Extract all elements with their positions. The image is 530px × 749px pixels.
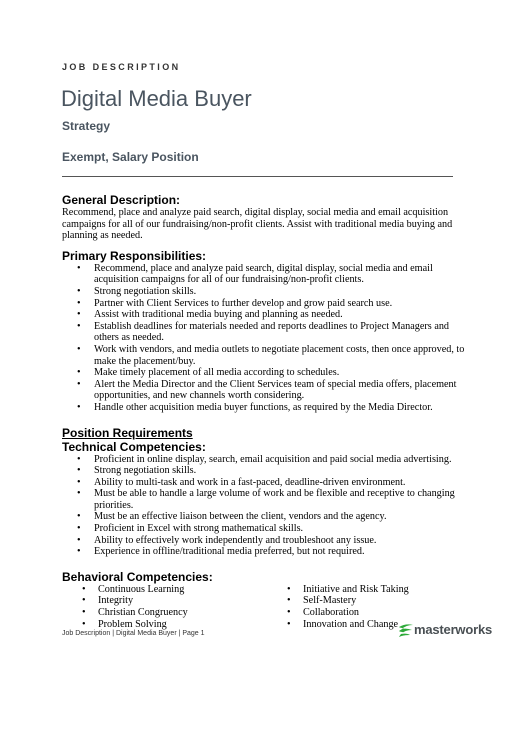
bullet-icon: • (287, 595, 291, 607)
general-description-text: Recommend, place and analyze paid search, digital display, social media and email acquisition campaigns for all of our fundraising/non-profit clients. Assist with traditional media buying and planning as needed. (62, 207, 453, 242)
behavioral-competencies-heading: Behavioral Competencies: (62, 569, 213, 584)
list-item: • Partner with Client Services to further develop and grow paid search use. (77, 297, 393, 309)
list-item: • Strong negotiation skills. (77, 285, 197, 297)
list-item: • Integrity (82, 595, 134, 607)
bullet-icon: • (287, 607, 291, 619)
page-footer: Job Description | Digital Media Buyer | Page 1 (62, 630, 205, 637)
bullet-icon: • (77, 476, 81, 488)
list-item: • Collaboration (287, 607, 360, 619)
technical-competencies-list (62, 454, 472, 558)
bullet-icon: • (77, 453, 81, 465)
general-description-heading: General Description: (62, 193, 181, 207)
list-item: • Make timely placement of all media according to schedules. (77, 367, 340, 379)
list-item: • Must be able to handle a large volume of work and be flexible and receptive to changing priorities. (77, 488, 455, 511)
position-requirements-heading: Position Requirements (62, 425, 193, 440)
technical-competencies-heading: Technical Competencies: (62, 439, 206, 454)
list-item: • Ability to effectively work independently and troubleshoot any issue. (77, 534, 377, 546)
department-label: Strategy (62, 119, 111, 133)
list-item: • Proficient in online display, search, email acquisition and paid social media advertising. (77, 453, 452, 465)
list-item: • Problem Solving (82, 618, 167, 630)
list-item: • Recommend, place and analyze paid search, digital display, social media and email acquisition campaigns for all of our fundraising/non-profit clients. (77, 262, 433, 286)
list-item: • Innovation and Change (287, 618, 399, 630)
document-body (62, 193, 472, 630)
bullet-icon: • (77, 367, 81, 379)
bullet-icon: • (77, 378, 81, 390)
bullet-icon: • (77, 320, 81, 332)
list-item: • Handle other acquisition media buyer functions, as required by the Media Director. (77, 401, 433, 413)
bullet-icon: • (77, 488, 81, 500)
list-item: • Ability to multi-task and work in a fast-paced, deadline-driven environment. (77, 476, 406, 488)
list-item: • Initiative and Risk Taking (287, 583, 409, 595)
list-item: • Strong negotiation skills. (77, 465, 197, 477)
bullet-icon: • (77, 262, 81, 274)
bullet-icon: • (82, 583, 86, 595)
bullet-icon: • (82, 607, 86, 619)
bullet-icon: • (77, 511, 81, 523)
list-item: • Work with vendors, and media outlets to negotiate placement costs, then once approved, to make the placement/buy. (77, 343, 465, 367)
document-eyebrow: JOB DESCRIPTION (62, 62, 181, 72)
masterworks-logo-text: masterworks (414, 622, 493, 637)
bullet-icon: • (77, 285, 81, 297)
bullet-icon: • (82, 595, 86, 607)
list-item: • Continuous Learning (82, 583, 185, 595)
masterworks-swoosh-icon (398, 623, 414, 637)
bullet-icon: • (77, 343, 81, 355)
employment-status: Exempt, Salary Position (62, 150, 199, 164)
list-item: • Assist with traditional media buying and planning as needed. (77, 309, 343, 321)
behavioral-competencies-left-list (62, 584, 267, 630)
masterworks-logo (398, 622, 492, 637)
primary-responsibilities-list (62, 263, 472, 414)
list-item: • Experience in offline/traditional media preferred, but not required. (77, 546, 365, 558)
list-item: • Self-Mastery (287, 595, 357, 607)
header-divider (62, 176, 453, 177)
bullet-icon: • (77, 534, 81, 546)
bullet-icon: • (287, 583, 291, 595)
bullet-icon: • (77, 465, 81, 477)
bullet-icon: • (77, 297, 81, 309)
list-item: • Christian Congruency (82, 607, 188, 619)
bullet-icon: • (82, 618, 86, 630)
list-item: • Establish deadlines for materials needed and reports deadlines to Project Managers and others as needed. (77, 320, 450, 344)
list-item: • Must be an effective liaison between the client, vendors and the agency. (77, 511, 387, 523)
bullet-icon: • (77, 401, 81, 413)
bullet-icon: • (77, 309, 81, 321)
list-item: • Alert the Media Director and the Client Services team of special media offers, placement opportunities, and new channels worth considering. (77, 378, 457, 402)
bullet-icon: • (77, 546, 81, 558)
bullet-icon: • (287, 618, 291, 630)
list-item: • Proficient in Excel with strong mathematical skills. (77, 523, 304, 535)
primary-responsibilities-heading: Primary Responsibilities: (62, 248, 207, 263)
bullet-icon: • (77, 523, 81, 535)
job-title: Digital Media Buyer (61, 86, 252, 111)
